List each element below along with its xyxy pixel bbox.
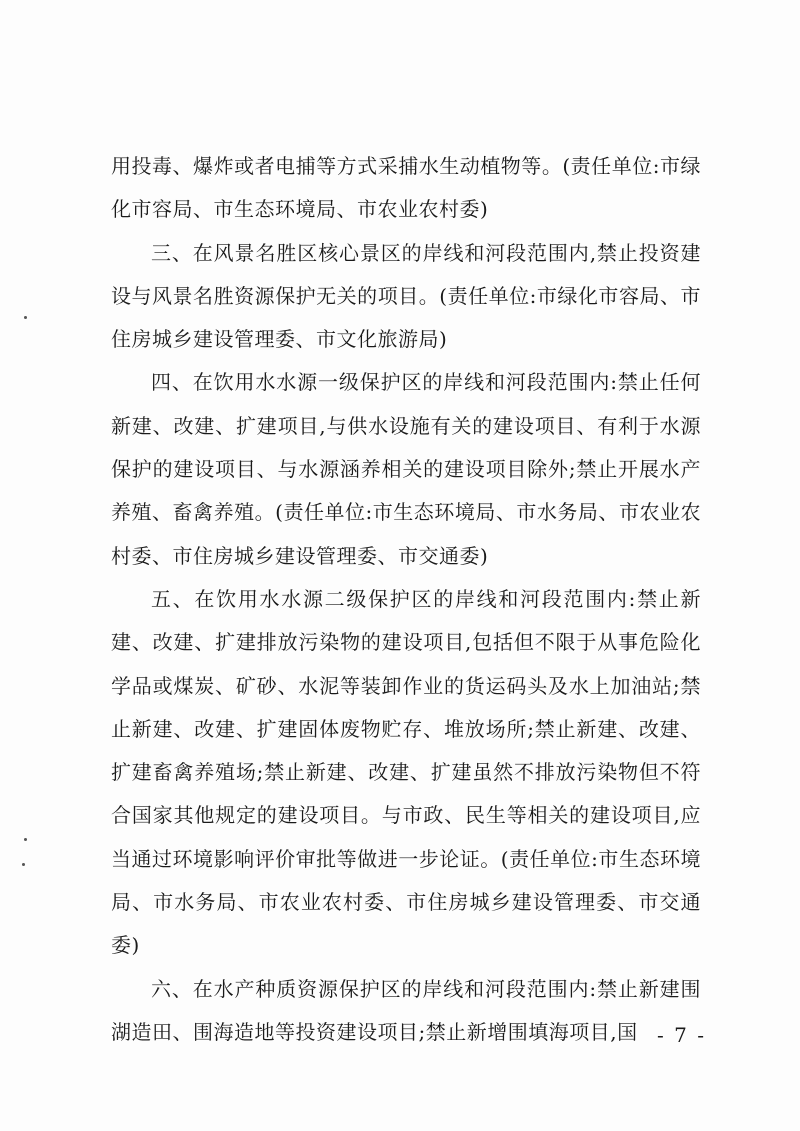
scan-speck bbox=[24, 838, 27, 841]
body-text bbox=[111, 145, 701, 1054]
paragraph-item-4: 四、在饮用水水源一级保护区的岸线和河段范围内:禁止任何新建、改建、扩建项目,与供水设施有关的建设项目、有利于水源保护的建设项目、与水源涵养相关的建设项目除外;禁止开展水产养殖、畜禽养殖。(责任单位:市生态环境局、市水务局、市农业农村委、市住房城乡建设管理委、市交通委) bbox=[111, 370, 701, 568]
scan-speck bbox=[24, 316, 27, 319]
paragraph-continuation: 用投毒、爆炸或者电捕等方式采捕水生动植物等。(责任单位:市绿化市容局、市生态环境局、市农业农村委) bbox=[111, 154, 701, 222]
paragraph-item-3: 三、在风景名胜区核心景区的岸线和河段范围内,禁止投资建设与风景名胜资源保护无关的项目。(责任单位:市绿化市容局、市住房城乡建设管理委、市文化旅游局) bbox=[111, 240, 701, 352]
paragraph-item-6: 六、在水产种质资源保护区的岸线和河段范围内:禁止新建围湖造田、围海造地等投资建设项目;禁止新增围填海项目,国 bbox=[111, 976, 701, 1044]
scan-speck bbox=[22, 863, 25, 866]
paragraph-item-5: 五、在饮用水水源二级保护区的岸线和河段范围内:禁止新建、改建、扩建排放污染物的建设项目,包括但不限于从事危险化学品或煤炭、矿砂、水泥等装卸作业的货运码头及水上加油站;禁止新建、改建、扩建固体废物贮存、堆放场所;禁止新建、改建、扩建畜禽养殖场;禁止新建、改建、扩建虽然不排放污染物但不符合国家其他规定的建设项目。与市政、民生等相关的建设项目,应当通过环境影响评价审批等做进一步论证。(责任单位:市生态环境局、市水务局、市农业农村委、市住房城乡建设管理委、市交通委) bbox=[111, 586, 701, 958]
page-number: - 7 - bbox=[657, 1023, 706, 1047]
